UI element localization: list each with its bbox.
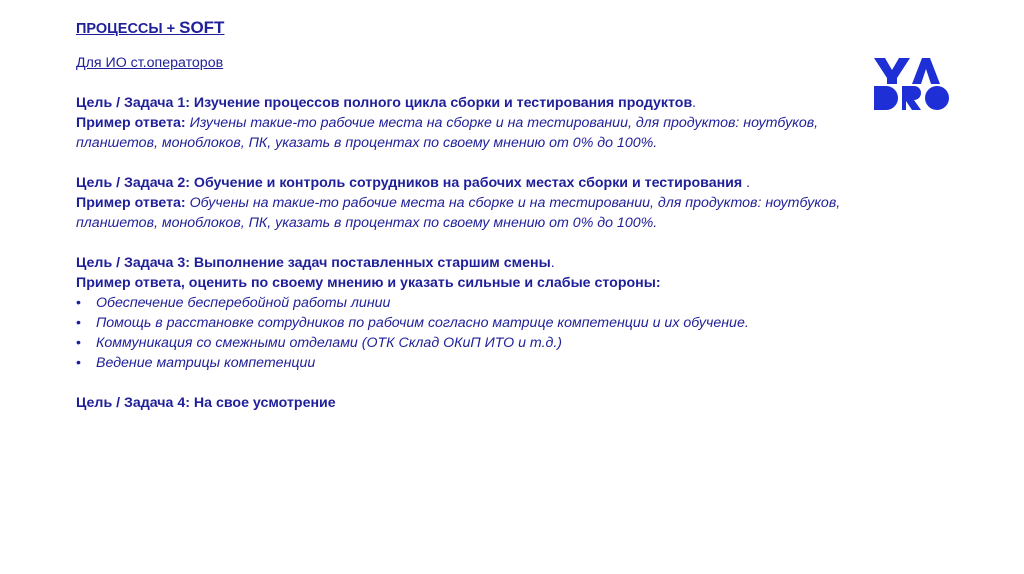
slide-title <box>76 18 926 39</box>
list-item-text: Помощь в расстановке сотрудников по рабочим согласно матрице компетенции и их обучение. <box>96 315 749 331</box>
slide-subtitle: Для ИО ст.операторов <box>76 55 224 71</box>
goal-2-label: Цель / Задача 2: Обучение и контроль сотрудников на рабочих местах сборки и тестирования <box>76 175 743 191</box>
goal-1-label: Цель / Задача 1: Изучение процессов полного цикла сборки и тестирования продуктов <box>76 95 693 111</box>
goal-2-suffix: . <box>742 175 751 191</box>
goal-3 <box>76 253 926 373</box>
title-prefix: ПРОЦЕССЫ + <box>76 21 180 37</box>
bullet-glyph: • <box>76 355 81 371</box>
goal-1-suffix: . <box>692 95 697 111</box>
logo-letter-r <box>902 86 921 110</box>
list-item <box>76 293 926 313</box>
goal-4 <box>76 393 926 413</box>
list-item-text: Ведение матрицы компетенции <box>96 355 316 371</box>
logo-letter-d <box>874 86 898 110</box>
yadro-logo <box>872 56 952 112</box>
slide-content <box>76 18 926 413</box>
goal-3-bullet-list <box>76 293 926 373</box>
goal-2-example <box>76 193 926 213</box>
spacer <box>76 153 926 173</box>
goal-1-example-line2: планшетов, моноблоков, ПК, указать в процентах по своему мнению от 0% до 100%. <box>76 135 658 151</box>
logo-letter-y <box>874 58 910 84</box>
goal-2-example-label: Пример ответа: <box>76 195 186 211</box>
goal-2 <box>76 173 926 233</box>
goal-3-heading <box>76 253 926 273</box>
bullet-glyph: • <box>76 295 81 311</box>
bullet-glyph: • <box>76 315 81 331</box>
list-item-text: Коммуникация со смежными отделами (ОТК Склад ОКиП ИТО и т.д.) <box>96 335 563 351</box>
goal-1 <box>76 93 926 153</box>
spacer <box>76 73 926 93</box>
list-item-text: Обеспечение бесперебойной работы линии <box>96 295 391 311</box>
title-soft: SOFT <box>179 18 225 37</box>
logo-letter-a <box>912 58 940 84</box>
goal-1-example-line1: Изучены такие-то рабочие места на сборке и на тестировании, для продуктов: ноутбуков, <box>185 115 819 131</box>
spacer <box>76 233 926 253</box>
bullet-glyph: • <box>76 335 81 351</box>
goal-3-example-label: Пример ответа, оценить по своему мнению и указать сильные и слабые стороны: <box>76 275 661 291</box>
list-item <box>76 313 926 333</box>
list-item <box>76 333 926 353</box>
goal-1-example <box>76 113 926 133</box>
goal-2-example-line1: Обучены на такие-то рабочие места на сборке и на тестировании, для продуктов: ноутбуков, <box>185 195 841 211</box>
yadro-logo-mark <box>874 58 949 110</box>
spacer <box>76 373 926 393</box>
goal-3-label: Цель / Задача 3: Выполнение задач поставленных старшим смены <box>76 255 551 271</box>
logo-letter-o <box>925 86 949 110</box>
goal-3-suffix: . <box>550 255 555 271</box>
goal-2-heading <box>76 173 926 193</box>
goal-2-example-line2: планшетов, моноблоков, ПК, указать в процентах по своему мнению от 0% до 100%. <box>76 215 658 231</box>
goal-4-label: Цель / Задача 4: На свое усмотрение <box>76 395 336 411</box>
goal-1-example-label: Пример ответа: <box>76 115 186 131</box>
goal-1-heading <box>76 93 926 113</box>
list-item <box>76 353 926 373</box>
